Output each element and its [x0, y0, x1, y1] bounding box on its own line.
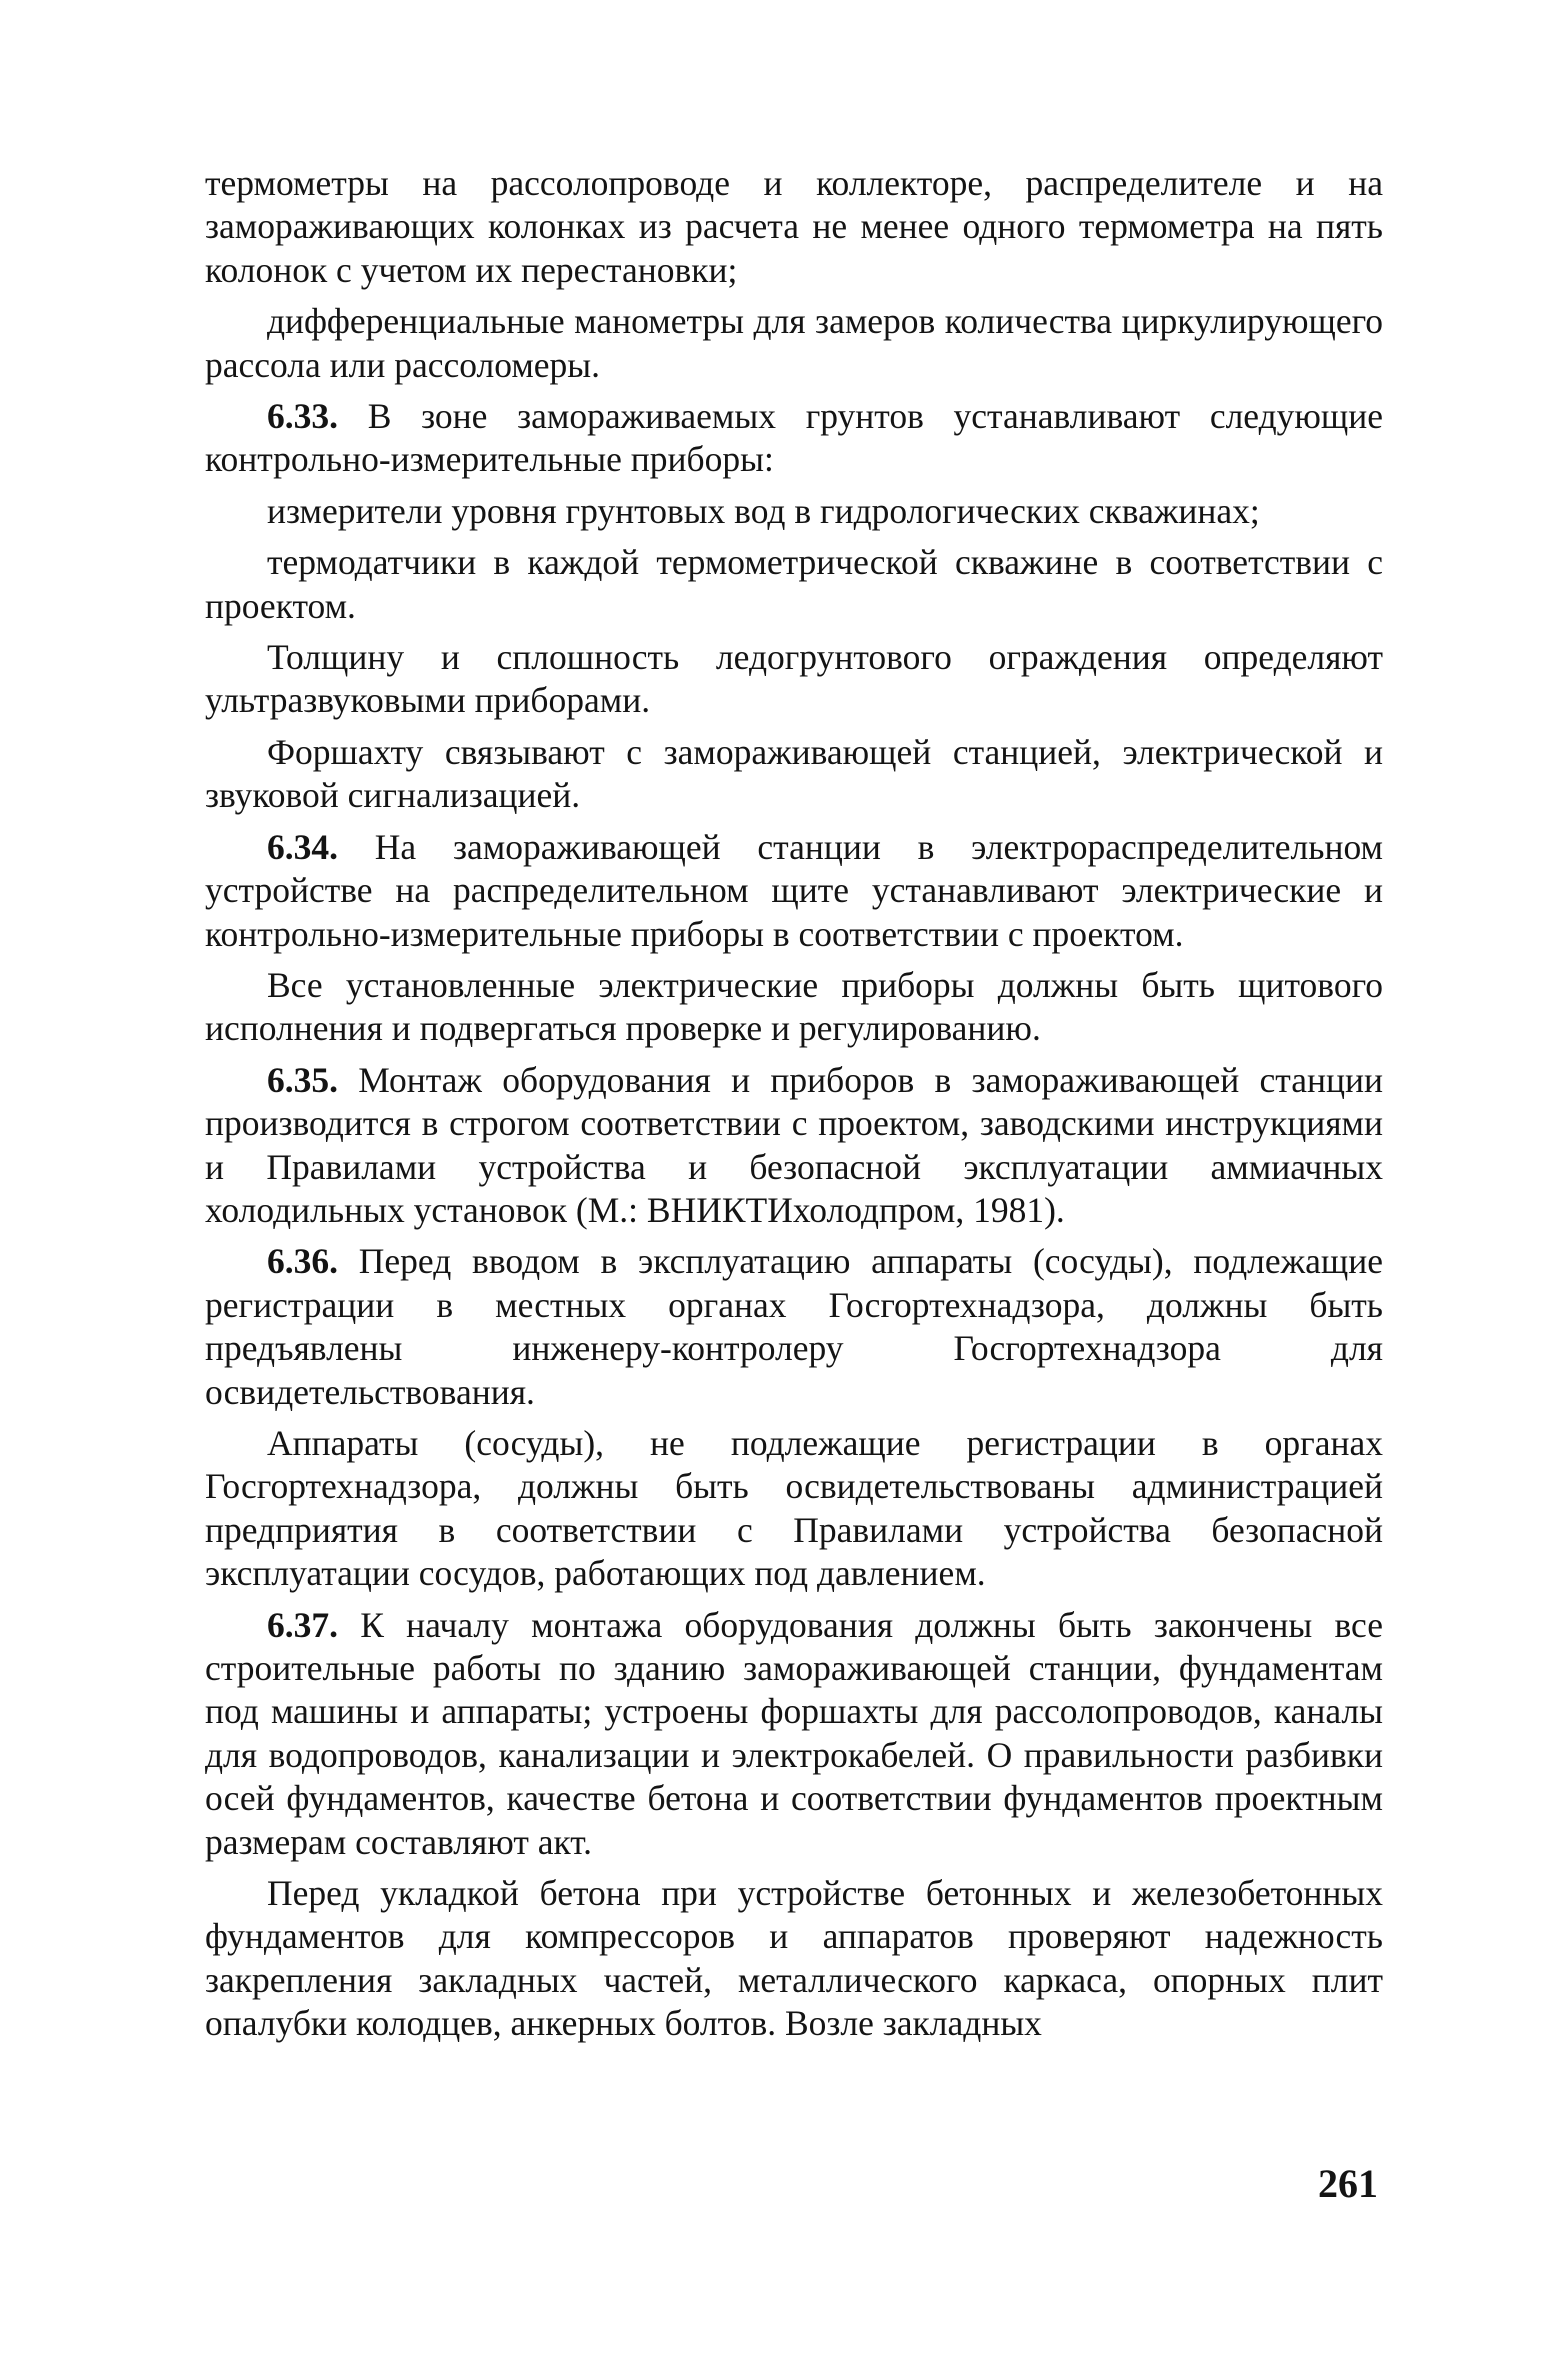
section-number: 6.35.: [267, 1059, 338, 1100]
paragraph: термометры на рассолопроводе и коллекторе, распределителе и на замораживающих колонках из расчета не менее одного термометра на пять колонок с учетом их перестановки;: [205, 163, 1383, 290]
section-number: 6.33.: [267, 396, 338, 437]
paragraph: дифференциальные манометры для замеров количества циркулирующего рассола или рассоломеры.: [205, 301, 1383, 385]
section-number: 6.36.: [267, 1241, 338, 1282]
document-body: [205, 162, 1383, 2054]
paragraph-6-37: 6.37. К началу монтажа оборудования должны быть закончены все строительные работы по зданию замораживающей станции, фундаментам под машины и аппараты; устроены форшахты для рассолопроводов, каналы для водопроводов, канализации и электрокабелей. О правильности разбивки осей фундаментов, качестве бетона и соответствии фундаментов проектным размерам составляют акт.: [205, 1604, 1383, 1862]
paragraph-6-34: 6.34. На замораживающей станции в электрораспределительном устройстве на распределительном щите устанавливают электрические и контрольно-измерительные приборы в соответствии с проектом.: [205, 826, 1384, 954]
paragraph: измерители уровня грунтовых вод в гидрологических скважинах;: [267, 490, 1260, 531]
paragraph: Форшахту связывают с замораживающей станцией, электрической и звуковой сигнализацией.: [205, 731, 1383, 816]
paragraph: термодатчики в каждой термометрической скважине в соответствии с проектом.: [205, 542, 1383, 626]
paragraph-6-35: 6.35. Монтаж оборудования и приборов в замораживающей станции производится в строгом соответствии с проектом, заводскими инструкциями и Правилами устройства и безопасной эксплуатации аммиачных холодильных установок (М.: ВНИКТИхолодпром, 1981).: [205, 1059, 1383, 1230]
section-number: 6.34.: [267, 826, 338, 867]
paragraph: Аппараты (сосуды), не подлежащие регистрации в органах Госгортехнадзора, должны быть освидетельствованы администрацией предприятия в соответствии с Правилами устройства безопасной эксплуатации сосудов, работающих под давлением.: [205, 1422, 1383, 1594]
paragraph-6-33: 6.33. В зоне замораживаемых грунтов устанавливают следующие контрольно-измерительные приборы:: [205, 396, 1384, 480]
paragraph: Перед укладкой бетона при устройстве бетонных и железобетонных фундаментов для компрессоров и аппаратов проверяют надежность закрепления закладных частей, металлического каркаса, опорных плит опалубки колодцев, анкерных болтов. Возле закладных: [205, 1873, 1383, 2044]
paragraph-6-36: 6.36. Перед вводом в эксплуатацию аппараты (сосуды), подлежащие регистрации в местных органах Госгортехнадзора, должны быть предъявлены инженеру-контролеру Госгортехнадзора для освидетельствования.: [205, 1241, 1383, 1412]
page-number: 261: [1318, 2161, 1378, 2206]
paragraph: Все установленные электрические приборы должны быть щитового исполнения и подвергаться проверке и регулированию.: [205, 964, 1383, 1049]
paragraph: Толщину и сплошность ледогрунтового ограждения определяют ультразвуковыми приборами.: [205, 637, 1383, 721]
section-number: 6.37.: [267, 1604, 338, 1645]
